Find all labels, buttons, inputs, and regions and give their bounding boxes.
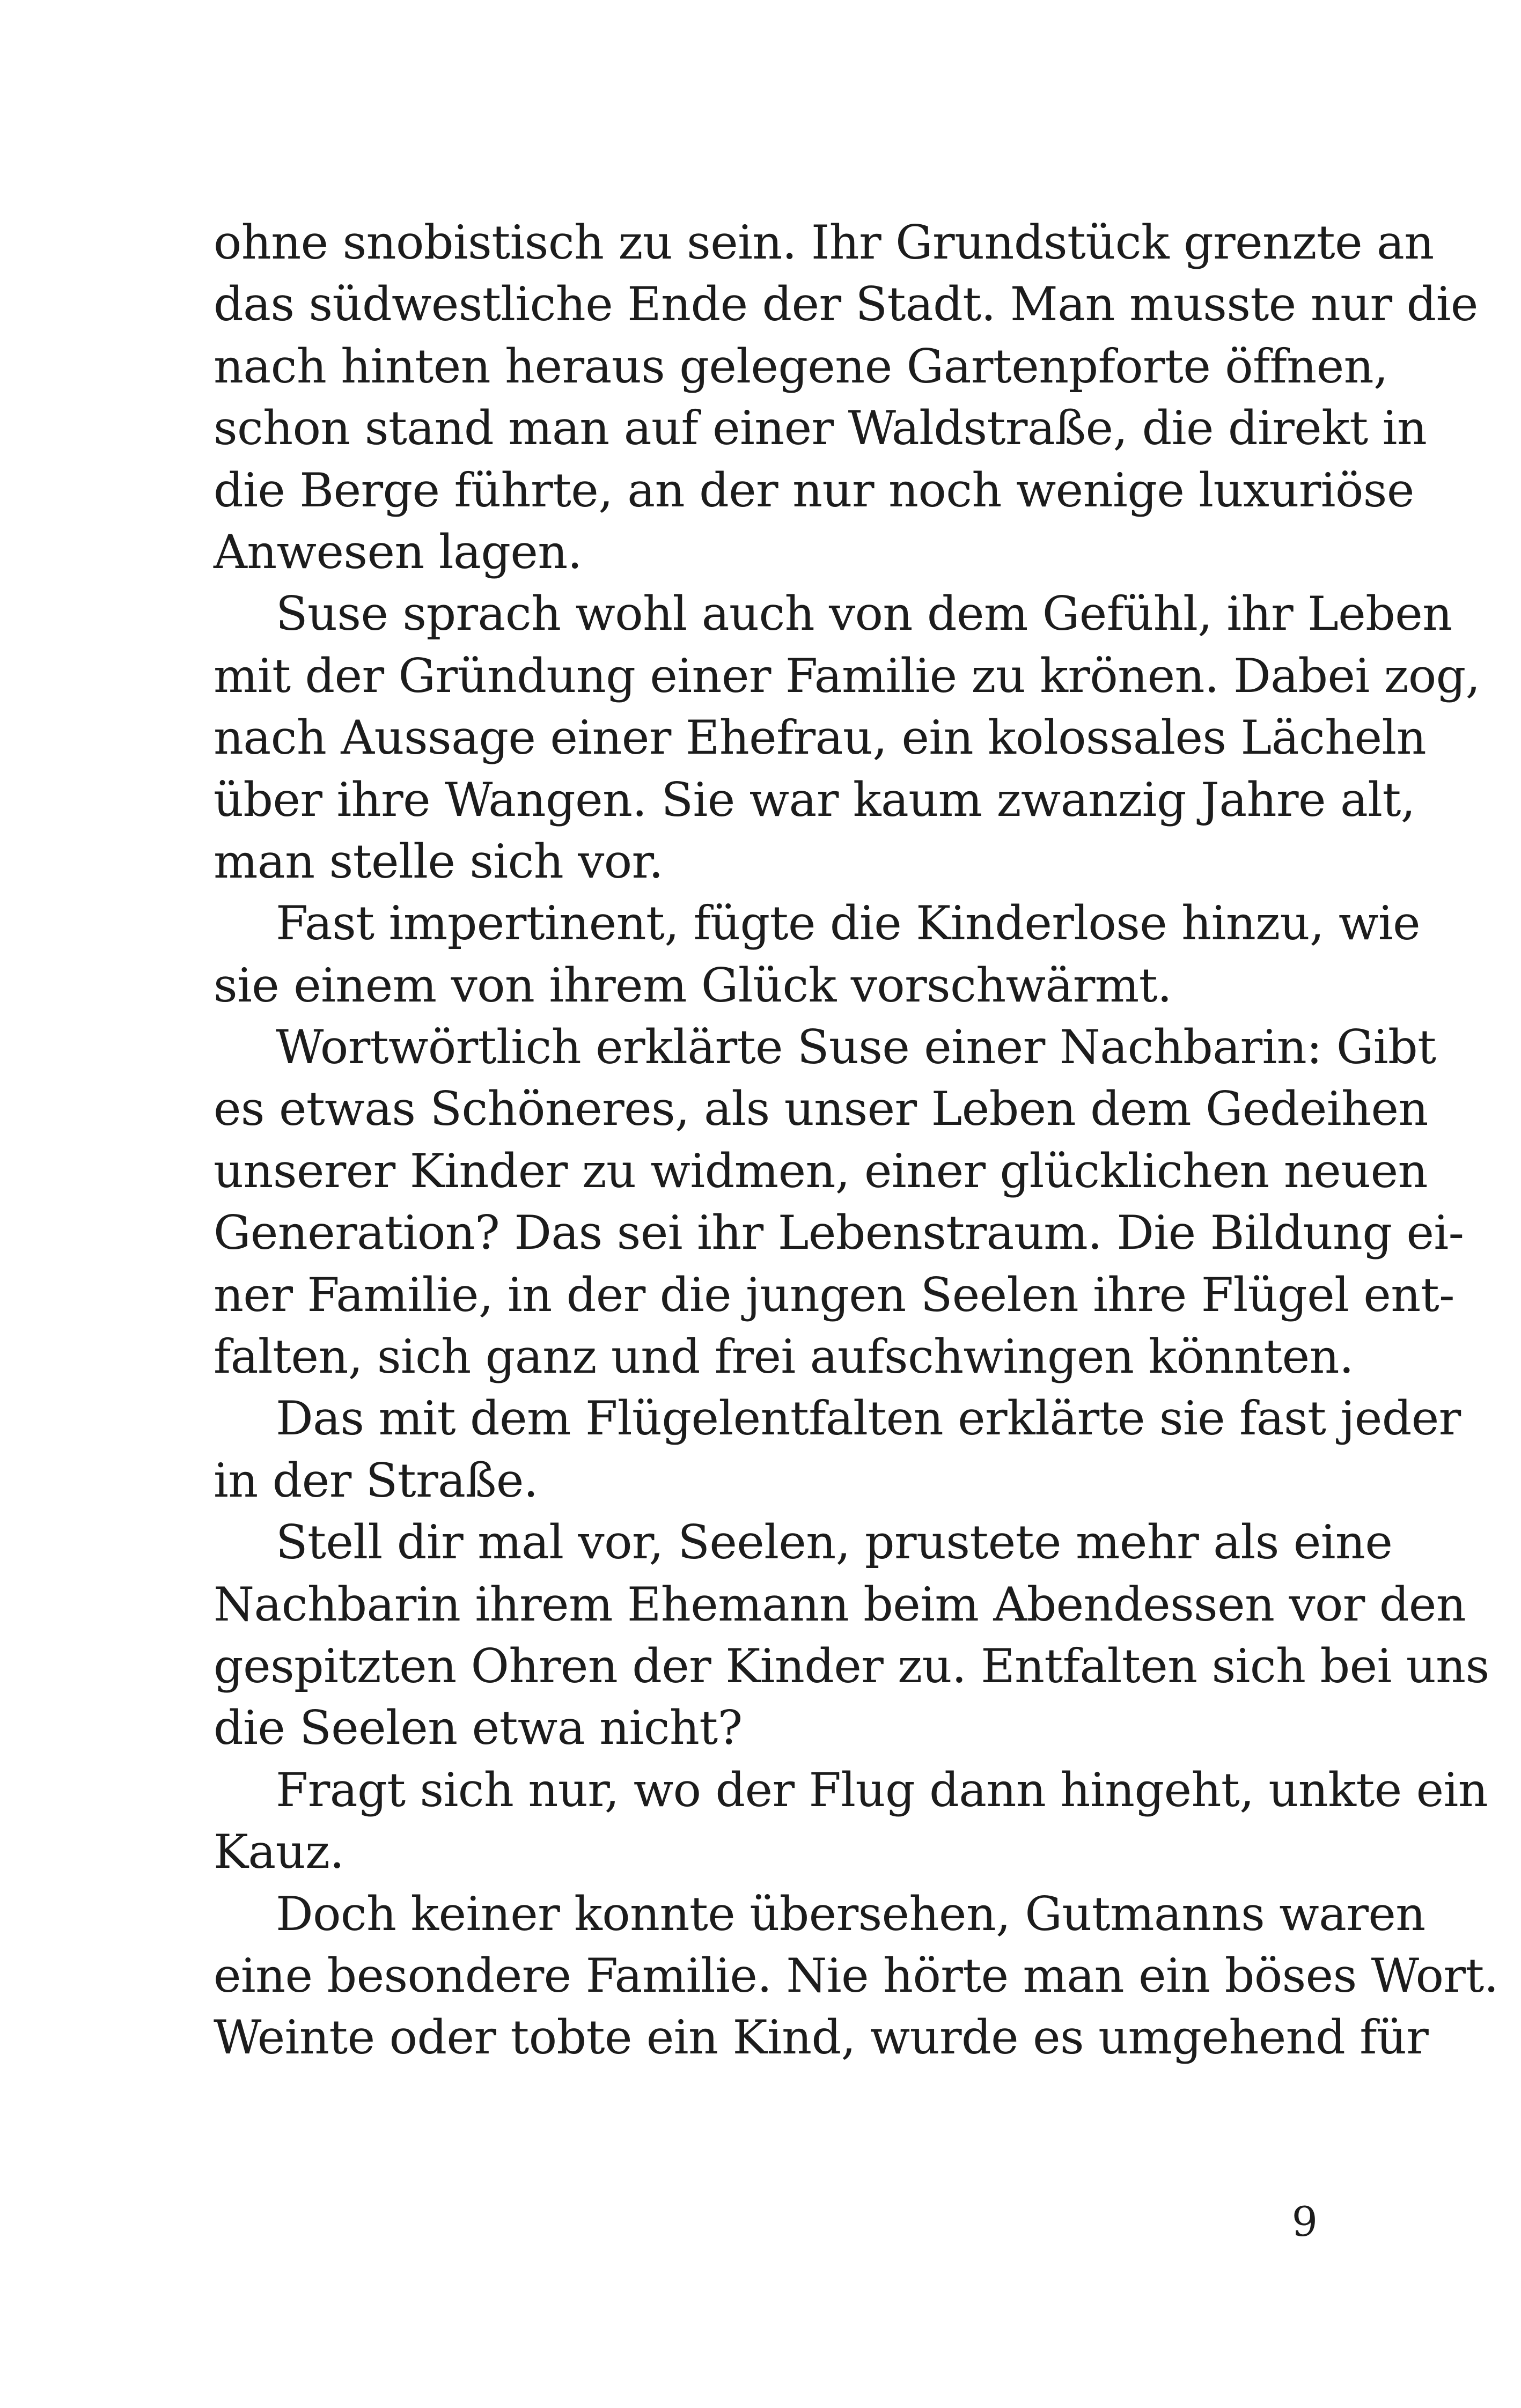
text-line: falten, sich ganz und frei aufschwingen könnten. xyxy=(214,1329,1354,1385)
text-line: mit der Gründung einer Familie zu krönen. Dabei zog, xyxy=(214,648,1480,703)
text-line: ohne snobistisch zu sein. Ihr Grundstück grenzte an xyxy=(214,215,1434,270)
text-line: man stelle sich vor. xyxy=(214,834,664,889)
text-line: es etwas Schöneres, als unser Leben dem Gedeihen xyxy=(214,1081,1428,1137)
text-line: das südwestliche Ende der Stadt. Man musste nur die xyxy=(214,277,1478,332)
text-line: Doch keiner konnte übersehen, Gutmanns waren xyxy=(276,1886,1426,1941)
text-line: Generation? Das sei ihr Lebenstraum. Die Bildung ei- xyxy=(214,1205,1464,1261)
text-line: schon stand man auf einer Waldstraße, die direkt in xyxy=(214,401,1427,456)
text-line: über ihre Wangen. Sie war kaum zwanzig Jahre alt, xyxy=(214,772,1415,827)
text-line: Wortwörtlich erklärte Suse einer Nachbarin: Gibt xyxy=(276,1020,1436,1075)
text-line: Fast impertinent, fügte die Kinderlose hinzu, wie xyxy=(276,896,1421,951)
text-line: Das mit dem Flügelentfalten erklärte sie fast jeder xyxy=(276,1391,1461,1446)
text-line: Suse sprach wohl auch von dem Gefühl, ihr Leben xyxy=(276,586,1452,642)
text-line: Anwesen lagen. xyxy=(214,524,582,579)
text-line: die Berge führte, an der nur noch wenige luxuriöse xyxy=(214,462,1414,518)
text-line: sie einem von ihrem Glück vorschwärmt. xyxy=(214,958,1172,1013)
text-line: nach hinten heraus gelegene Gartenpforte öffnen, xyxy=(214,338,1388,394)
text-line: Kauz. xyxy=(214,1824,344,1880)
text-line: nach Aussage einer Ehefrau, ein kolossales Lächeln xyxy=(214,710,1427,765)
text-line: in der Straße. xyxy=(214,1453,538,1508)
text-line: Weinte oder tobte ein Kind, wurde es umgehend für xyxy=(214,2010,1429,2065)
page-number: 9 xyxy=(1291,2198,1318,2245)
text-line: eine besondere Familie. Nie hörte man ein böses Wort. xyxy=(214,1948,1498,2003)
text-line: die Seelen etwa nicht? xyxy=(214,1700,743,1756)
body-text xyxy=(214,212,1498,2069)
text-line: Fragt sich nur, wo der Flug dann hingeht, unkte ein xyxy=(276,1762,1488,1817)
text-line: Nachbarin ihrem Ehemann beim Abendessen vor den xyxy=(214,1577,1466,1632)
text-line: unserer Kinder zu widmen, einer glücklichen neuen xyxy=(214,1143,1428,1198)
text-line: gespitzten Ohren der Kinder zu. Entfalten sich bei uns xyxy=(214,1638,1489,1693)
text-line: ner Familie, in der die jungen Seelen ihre Flügel ent- xyxy=(214,1267,1454,1322)
text-line: Stell dir mal vor, Seelen, prustete mehr als eine xyxy=(276,1515,1393,1570)
